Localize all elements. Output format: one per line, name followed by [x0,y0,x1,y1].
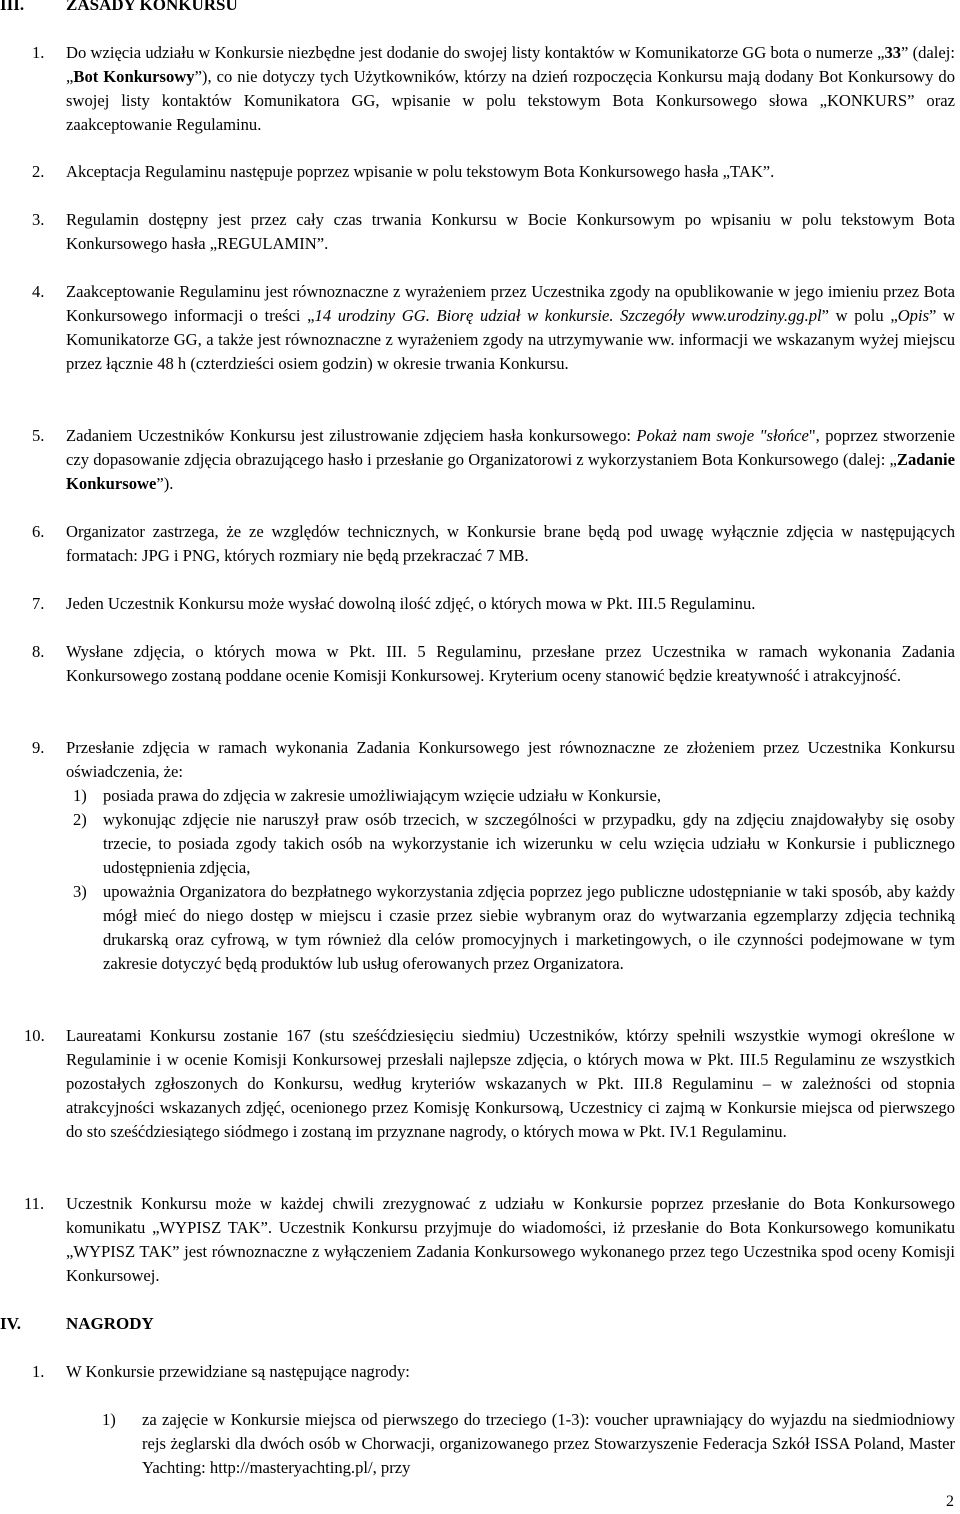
clause-iii-5: 5. Zadaniem Uczestników Konkursu jest zilustrowanie zdjęciem hasła konkursowego: Pokaż nam swoje "słońce", poprzez stworzenie czy dopasowanie zdjęcia obrazującego hasło i przesłanie go Organizatorowi z wykorzystaniem Bota Konkursowego (dalej: „Zadanie Konkursowe”). [32,426,956,493]
clause-iv-1-point-1: 1) za zajęcie w Konkursie miejsca od pierwszego do trzeciego (1-3): voucher uprawniający do wyjazdu na siedmiodniowy rejs żeglarski dla dwóch osób w Chorwacji, organizowanego przez Stowarzyszenie Federacja Szkół ISSA Poland, Master Yachting: http://masteryachting.pl/, przy [102,1410,955,1477]
clause-iii-10: 10. Laureatami Konkursu zostanie 167 (stu sześćdziesięciu siedmiu) Uczestników, którzy spełnili wszystkie wymogi określone w Regulaminie i w ocenie Komisji Konkursowej przesłali najlepsze zdjęcia, o których mowa w Pkt. III.5 Regulaminu ze wszystkich pozostałych zgłoszonych do Konkursu, według kryteriów wskazanych w Pkt. III.8 Regulaminu – w zależności od stopnia atrakcyjności wskazanych zdjęć, ocenionego przez Komisję Konkursową, Uczestnicy ci zajmą w Konkursie miejsca od pierwszego do sto sześćdziesiątego siódmego i zostaną im przyznane nagrody, o których mowa w Pkt. IV.1 Regulaminu. [24,1026,955,1141]
clause-iv-1: 1. W Konkursie przewidziane są następujące nagrody: [32,1362,410,1381]
clause-iii-9: 9. Przesłanie zdjęcia w ramach wykonania Zadania Konkursowego jest równoznaczne ze złożeniem przez Uczestnika Konkursu oświadczenia, że: [32,738,955,781]
page-number: 2 [946,1493,954,1510]
section-heading-iii: III. ZASADY KONKURSU [0,0,238,14]
clause-iii-8: 8. Wysłane zdjęcia, o których mowa w Pkt. III. 5 Regulaminu, przesłane przez Uczestnika w ramach wykonania Zadania Konkursowego zostaną poddane ocenie Komisji Konkursowej. Kryterium oceny stanowić będzie kreatywność i atrakcyjność. [32,642,955,685]
clause-iii-9-point-1: 1) posiada prawa do zdjęcia w zakresie umożliwiającym wzięcie udziału w Konkursie, [73,786,661,805]
clause-iii-1: 1. Do wzięcia udziału w Konkursie niezbędne jest dodanie do swojej listy kontaktów w Komunikatorze GG bota o numerze „33” (dalej: „Bot Konkursowy”), co nie dotyczy tych Użytkowników, którzy na dzień rozpoczęcia Konkursu mają dodany Bot Konkursowy do swojej listy kontaktów Komunikatora GG, wpisanie w polu tekstowym Bota Konkursowego słowa „KONKURS” oraz zaakceptowanie Regulaminu. [32,43,955,134]
clause-iii-4: 4. Zaakceptowanie Regulaminu jest równoznaczne z wyrażeniem przez Uczestnika zgody na opublikowanie w jego imieniu przez Bota Konkursowego informacji o treści „14 urodziny GG. Biorę udział w konkursie. Szczegóły www.urodziny.gg.pl” w polu „Opis” w Komunikatorze GG, a także jest równoznaczne z wyrażeniem zgody na utrzymywanie ww. informacji we wskazanym wyżej miejscu przez łącznie 48 h (czterdzieści osiem godzin) w okresie trwania Konkursu. [32,282,955,373]
clause-iii-7: 7. Jeden Uczestnik Konkursu może wysłać dowolną ilość zdjęć, o których mowa w Pkt. III.5 Regulaminu. [32,594,756,613]
clause-iii-9-point-3: 3) upoważnia Organizatora do bezpłatnego wykorzystania zdjęcia poprzez jego publiczne udostępnianie w taki sposób, aby każdy mógł mieć do niego dostęp w miejscu i czasie przez siebie wybranym oraz do wytwarzania egzemplarzy zdjęcia techniką drukarską oraz cyfrową, w tym również dla celów promocyjnych i marketingowych, o ile czynności podejmowane w tym zakresie dotyczyć będą produktów lub usług oferowanych przez Organizatora. [73,882,955,973]
clause-iii-11: 11. Uczestnik Konkursu może w każdej chwili zrezygnować z udziału w Konkursie poprzez przesłanie do Bota Konkursowego komunikatu „WYPISZ TAK”. Uczestnik Konkursu przyjmuje do wiadomości, iż przesłanie do Bota Konkursowego komunikatu „WYPISZ TAK” jest równoznaczne z wyłączeniem Zadania Konkursowego wykonanego przez tego Uczestnika spod oceny Komisji Konkursowej. [24,1194,955,1285]
clause-iii-3: 3. Regulamin dostępny jest przez cały czas trwania Konkursu w Bocie Konkursowym po wpisaniu w polu tekstowym Bota Konkursowego hasła „REGULAMIN”. [32,210,955,253]
section-heading-iv: IV. NAGRODY [0,1314,154,1333]
clause-iii-6: 6. Organizator zastrzega, że ze względów technicznych, w Konkursie brane będą pod uwagę wyłącznie zdjęcia w następujących formatach: JPG i PNG, których rozmiary nie będą przekraczać 7 MB. [32,522,955,565]
clause-iii-2: 2. Akceptacja Regulaminu następuje poprzez wpisanie w polu tekstowym Bota Konkursowego hasła „TAK”. [32,162,775,181]
clause-iii-9-point-2: 2) wykonując zdjęcie nie naruszył praw osób trzecich, w szczególności w przypadku, gdy na zdjęciu znajdowałyby się osoby trzecie, to posiada zgody takich osób na wykorzystanie ich wizerunku w celu wzięcia udziału w Konkursie i publicznego udostępnienia zdjęcia, [73,810,955,877]
